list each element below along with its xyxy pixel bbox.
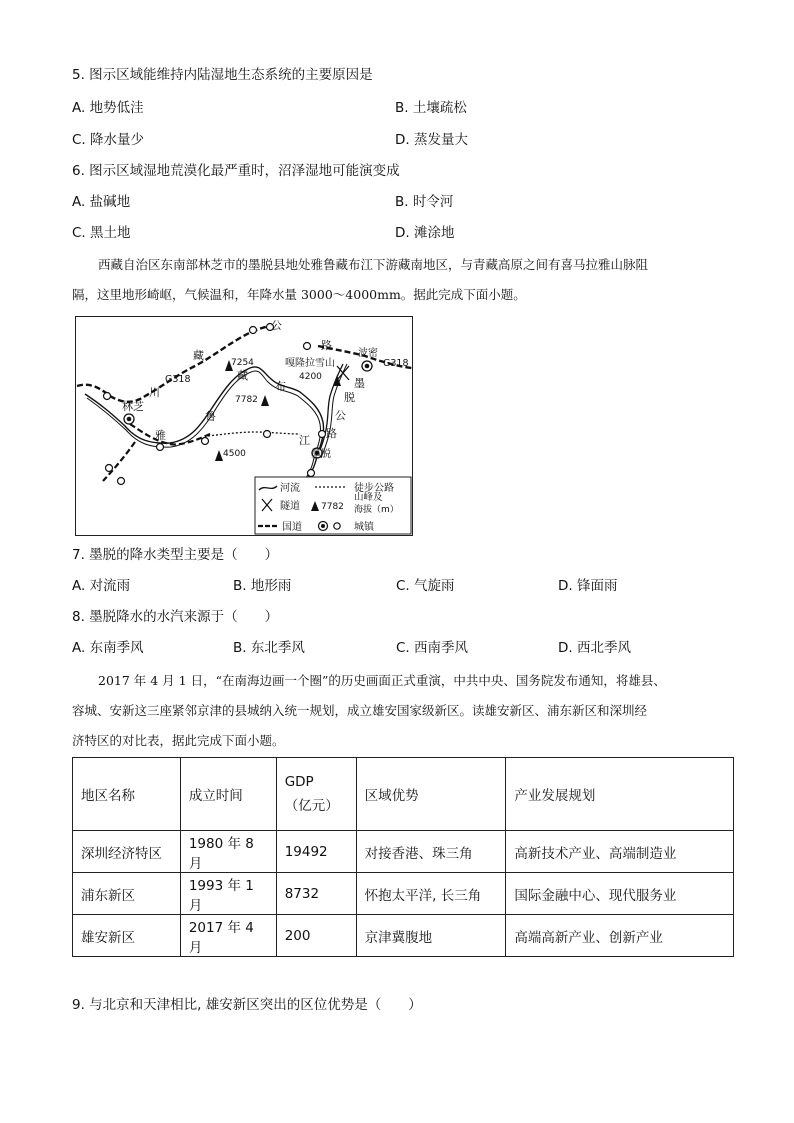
map-label-peak-name: 嘎隆拉雪山	[285, 358, 335, 369]
table-row	[73, 915, 734, 957]
q5-option-c: C. 降水量少	[72, 132, 145, 148]
passage-xiongan-line3: 济特区的对比表，据此完成下面小题。	[72, 733, 285, 748]
linzhi-town-dot	[127, 417, 132, 422]
legend-peak-label-1: 山峰及	[354, 492, 383, 503]
q8-option-b: B. 东北季风	[233, 640, 305, 656]
legend-city-dot	[321, 524, 325, 528]
town-marker	[202, 438, 209, 445]
table-cell: 高端高新产业、创新产业	[506, 915, 734, 957]
q6-option-c: C. 黑土地	[72, 225, 131, 241]
legend-town-icon	[334, 523, 340, 529]
map-label-7782: 7782	[235, 395, 258, 405]
bomi-town-dot	[365, 364, 370, 369]
map-label-gong: 公	[271, 319, 282, 332]
table-cell: 1993 年 1 月	[180, 873, 276, 915]
table-cell: 19492	[276, 831, 356, 873]
table-cell: 200	[276, 915, 356, 957]
map-label-4500: 4500	[223, 449, 246, 459]
q8-option-c: C. 西南季风	[396, 640, 469, 656]
table-header-industry: 产业发展规划	[506, 758, 734, 831]
town-marker	[264, 431, 271, 438]
table-cell: 1980 年 8 月	[180, 831, 276, 873]
comparison-table	[72, 757, 734, 957]
table-header-row	[73, 758, 734, 831]
map-label-gong2: 公	[335, 409, 346, 422]
map-label-lu: 路	[321, 339, 332, 352]
q5-stem: 5. 图示区域能维持内陆湿地生态系统的主要原因是	[72, 67, 373, 83]
table-cell: 2017 年 4 月	[180, 915, 276, 957]
table-header-gdp-label: GDP	[284, 774, 314, 790]
table-header-gdp-unit: （亿元）	[284, 798, 339, 814]
town-marker	[118, 478, 125, 485]
map-label-zang: 藏	[193, 349, 204, 362]
q5-option-a: A. 地势低洼	[72, 100, 144, 116]
map-legend	[255, 477, 411, 534]
q6-option-a: A. 盐碱地	[72, 194, 131, 210]
legend-peak-elev: 7782	[321, 502, 344, 512]
table-row	[73, 873, 734, 915]
map-label-medog: 墨脱	[311, 449, 331, 460]
map-label-7254: 7254	[231, 358, 254, 368]
passage-medog	[72, 250, 732, 310]
map-label-zang2: 藏	[237, 369, 248, 382]
q5-option-d: D. 蒸发量大	[395, 132, 468, 148]
table-header-gdp	[276, 758, 356, 831]
map-label-g318-left: G318	[165, 374, 191, 385]
passage-xiongan-line2: 容城、安新这三座紧邻京津的县城纳入统一规划，成立雄安国家级新区。读雄安新区、浦东新区和深圳经	[72, 703, 648, 718]
map-label-mo: 墨	[354, 377, 365, 390]
town-marker	[157, 444, 164, 451]
table-cell: 怀抱太平洋, 长三角	[356, 873, 506, 915]
table-header-region: 地区名称	[73, 758, 181, 831]
map-label-jiang: 江	[299, 434, 310, 447]
town-marker	[104, 393, 111, 400]
q6-option-b: B. 时令河	[395, 194, 454, 210]
table-header-advantage: 区域优势	[356, 758, 506, 831]
map-label-ya: 雅	[155, 429, 166, 442]
q7-option-a: A. 对流雨	[72, 578, 131, 594]
q7-stem: 7. 墨脱的降水类型主要是（ ）	[72, 547, 279, 563]
legend-peak-label-2: 海拔（m）	[354, 505, 399, 515]
q8-option-a: A. 东南季风	[72, 640, 144, 656]
town-marker	[319, 431, 326, 438]
q8-option-d: D. 西北季风	[558, 640, 631, 656]
map-label-peak-alt: 4200	[299, 372, 322, 382]
q8-stem: 8. 墨脱降水的水汽来源于（ ）	[72, 609, 279, 625]
table-cell: 8732	[276, 873, 356, 915]
q5-option-b: B. 土壤疏松	[395, 100, 467, 116]
table-cell: 对接香港、珠三角	[356, 831, 506, 873]
town-marker	[308, 470, 315, 477]
legend-river: 河流	[280, 483, 300, 494]
q7-option-d: D. 锋面雨	[558, 578, 618, 594]
table-cell: 深圳经济特区	[73, 831, 181, 873]
town-marker	[250, 327, 257, 334]
table-cell: 高新技术产业、高端制造业	[506, 831, 734, 873]
q7-option-c: C. 气旋雨	[396, 578, 455, 594]
legend-town: 城镇	[354, 522, 374, 533]
legend-trail: 徒步公路	[354, 483, 394, 494]
passage-medog-line2: 隔，这里地形崎岖，气候温和，年降水量 3000～4000mm。据此完成下面小题。	[72, 287, 526, 302]
q6-option-d: D. 滩涂地	[395, 225, 455, 241]
table-header-established: 成立时间	[180, 758, 276, 831]
table-cell: 浦东新区	[73, 873, 181, 915]
q9-stem: 9. 与北京和天津相比, 雄安新区突出的区位优势是（ ）	[72, 997, 422, 1013]
passage-medog-line1: 西藏自治区东南部林芝市的墨脱县地处雅鲁藏布江下游藏南地区，与青藏高原之间有喜马拉雅山脉阻	[98, 257, 649, 272]
map-label-g318-right: G318	[383, 358, 409, 369]
map-label-tuo: 脱	[344, 391, 355, 404]
map-label-lu2: 鲁	[205, 410, 216, 423]
legend-national-road: 国道	[282, 522, 302, 533]
map-label-lu3: 路	[326, 427, 337, 440]
medog-map	[75, 316, 413, 536]
map-label-bu: 布	[275, 380, 286, 393]
table-cell: 雄安新区	[73, 915, 181, 957]
map-label-bomi: 波密	[358, 348, 378, 359]
map-label-linzhi: 林芝	[122, 400, 144, 413]
table-cell: 京津冀腹地	[356, 915, 506, 957]
passage-xiongan-line1: 2017 年 4 月 1 日，“在南海边画一个圈”的历史画面正式重演，中共中央、国务院发布通知，将雄县、	[98, 673, 666, 688]
passage-xiongan	[72, 666, 732, 756]
q6-stem: 6. 图示区域湿地荒漠化最严重时，沼泽湿地可能演变成	[72, 163, 400, 179]
town-marker	[304, 343, 311, 350]
table-cell: 国际金融中心、现代服务业	[506, 873, 734, 915]
q7-option-b: B. 地形雨	[233, 578, 292, 594]
table-row	[73, 831, 734, 873]
map-label-chuan: 川	[149, 386, 160, 399]
town-marker	[106, 465, 113, 472]
legend-tunnel: 隧道	[280, 501, 300, 512]
map-figure	[75, 316, 413, 536]
